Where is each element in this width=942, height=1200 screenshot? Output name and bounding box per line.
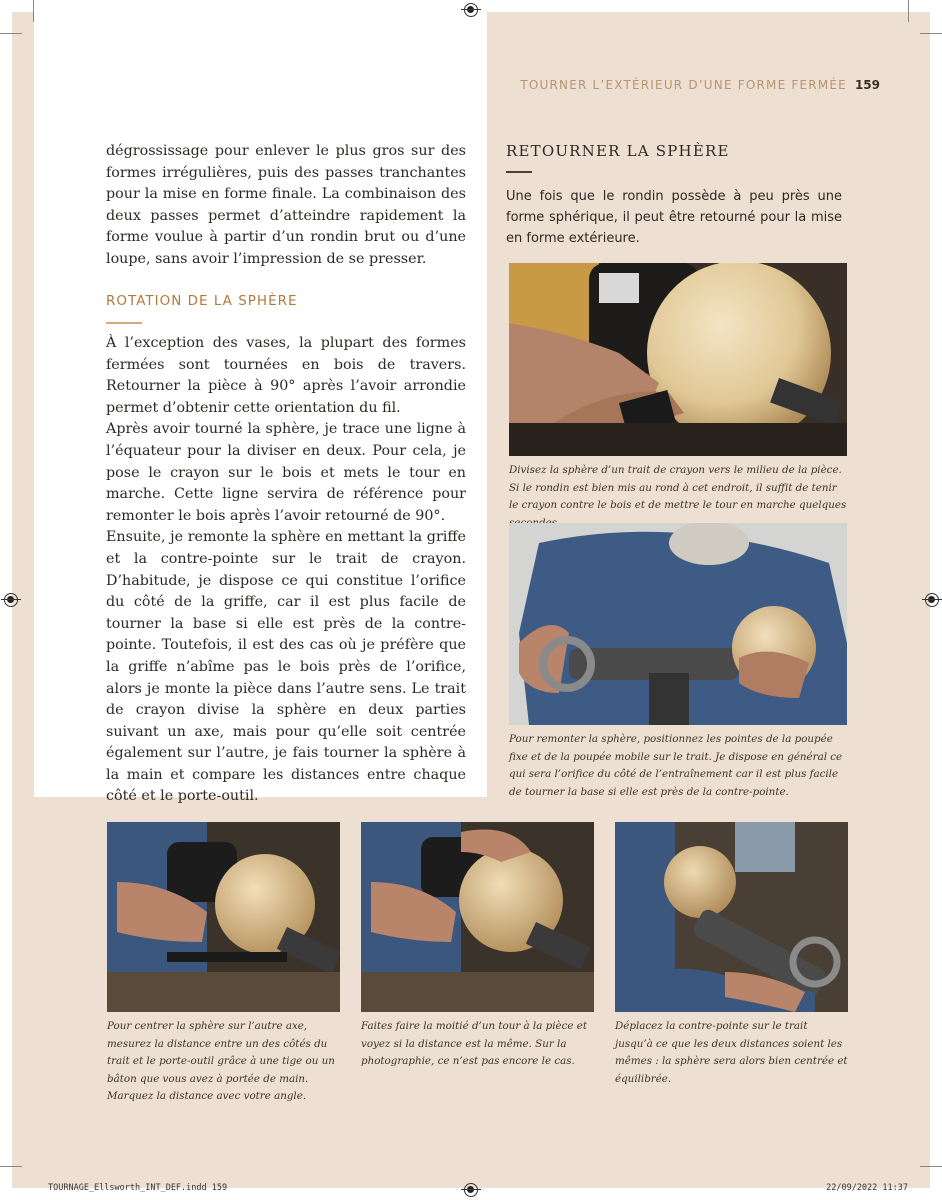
registration-mark-icon [925, 593, 939, 607]
heading-rule [106, 322, 142, 324]
right-intro: Une fois que le rondin possède à peu près une forme sphérique, il peut être retourné pour la mise en forme extérieure. [506, 189, 842, 246]
page-number: 159 [854, 78, 880, 92]
crop-mark [920, 33, 942, 34]
photo-adjust-tailstock [615, 822, 848, 1012]
caption-photo-1: Divisez la sphère d’un trait de crayon vers le milieu de la pièce. Si le rondin est bien mis au rond à cet endroit, il suffit de tenir le crayon contre le bois et de mettre le tour en marche quelques [509, 464, 847, 511]
caption-bottom-2: Faites faire la moitié d’un tour à la pièce et voyez si la distance est la même. Sur la photographie, ce n’est pas encore le cas. [361, 1020, 587, 1067]
section-heading-rotation: ROTATION DE LA SPHÈRE [106, 293, 298, 309]
intro-paragraph: dégrossissage pour enlever le plus gros sur des formes irrégulières, puis des passes tranchantes pour la mise en forme finale. La combinaison des deux passes permet d’atteindre rapidement la forme voulue à partir d’un rondin brut ou d’une loupe, sans avoir l’impression de se presser. [106, 143, 466, 267]
photo-half-turn [361, 822, 594, 1012]
photo-pencil-line [509, 263, 847, 456]
crop-mark [0, 1166, 22, 1167]
crop-mark [0, 33, 22, 34]
body-paragraphs [106, 333, 466, 808]
crop-mark [33, 0, 34, 22]
section-heading-retourner: RETOURNER LA SPHÈRE [506, 142, 730, 160]
registration-mark-icon [464, 3, 478, 17]
footer-file: TOURNAGE_Ellsworth_INT_DEF.indd 159 [48, 1183, 228, 1193]
crop-mark [908, 0, 909, 22]
footer-date: 22/09/2022 11:37 [826, 1183, 908, 1193]
running-head-title: TOURNER L’EXTÉRIEUR D’UNE FORME FERMÉE [520, 78, 847, 92]
registration-mark-icon [4, 593, 18, 607]
photo-remount-sphere [509, 523, 847, 725]
photo-measure-distance [107, 822, 340, 1012]
caption-photo-2: Pour remonter la sphère, positionnez les pointes de la poupée fixe et de la poupée mobile sur le trait. Je dispose en général ce qui sera l’orifice du côté de l’entraînement car il est plus facile de tourner la base si elle est près de la contre-pointe. [509, 733, 843, 798]
paragraph: À l’exception des vases, la plupart des formes fermées sont tournées en bois de travers. Retourner la pièce à 90° après l’avoir arrondie permet d’obtenir cette orientation du fil. [106, 335, 466, 416]
running-head [520, 78, 880, 92]
caption-bottom-3: Déplacez la contre-pointe sur le trait jusqu’à ce que les deux distances soient les mêmes : la sphère sera alors bien centrée et équilibrée. [615, 1020, 848, 1085]
beige-margin [12, 12, 34, 830]
caption-bottom-1: Pour centrer la sphère sur l’autre axe, mesurez la distance entre un des côtés du trait et le porte-outil grâce à une tige ou un bâton que vous avez à portée de main. Marquez la distance avec votre angle. [107, 1020, 335, 1102]
crop-mark [920, 1166, 942, 1167]
heading-rule [506, 171, 532, 173]
paragraph: Après avoir tourné la sphère, je trace une ligne à l’équateur pour la diviser en deux. Pour cela, je pose le crayon sur le bois et mets le tour en marche. Cette ligne servira de référence pour remonter le bois après l’avoir retourné de 90°. [106, 421, 466, 524]
registration-mark-icon [464, 1183, 478, 1197]
paragraph: Ensuite, je remonte la sphère en mettant la griffe et la contre-pointe sur le trait de crayon. D’habitude, je dispose ce qui constitue l’orifice du côté de la griffe, car il est plus facile de tourner la base si elle est près de la contre-pointe. Toutefois, il est des cas où je préfère que la griffe n’abîme pas le bois près de l’orifice, alors je monte la pièce dans l’autre sens. Le trait de crayon divise la sphère en deux parties suivant un axe, mais pour qu’elle soit centrée également sur l’autre, je fais tourner la sphère à la main et compare les distances entre chaque côté et le porte-outil. [106, 529, 466, 805]
